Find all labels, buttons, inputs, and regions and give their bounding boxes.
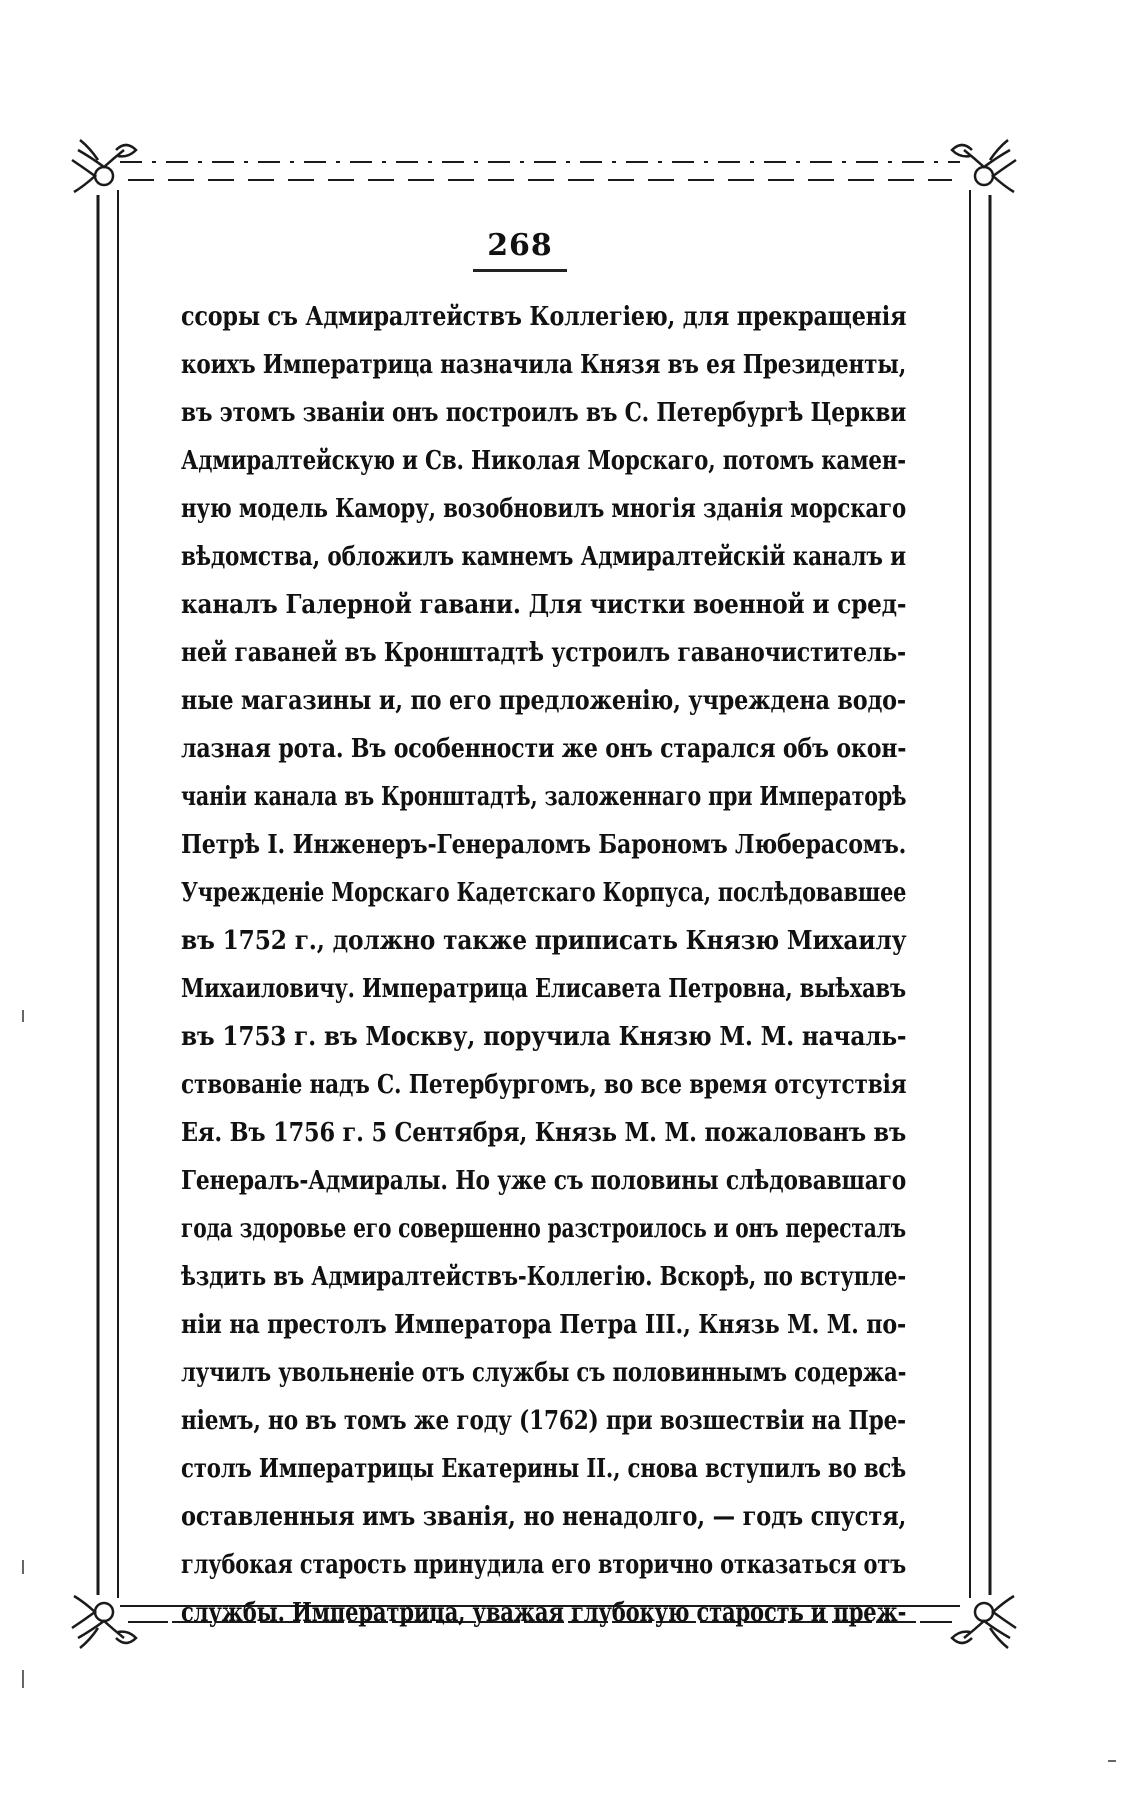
- text-line: службы. Императрица, уважая глубокую старость и преж-: [181, 1598, 907, 1628]
- text-line: вѣдомства, обложилъ камнемъ Адмиралтейскiй каналъ и: [181, 542, 906, 572]
- text-line: нiи на престолъ Императора Петра III., Князь М. М. по-: [181, 1310, 907, 1340]
- text-line: Ея. Въ 1756 г. 5 Сентября, Князь М. М. пожалованъ въ: [181, 1118, 907, 1148]
- text-line: ѣздить въ Адмиралтействъ-Коллегiю. Вскорѣ, по вступле-: [181, 1262, 907, 1292]
- text-line: нiемъ, но въ томъ же году (1762) при возшествiи на Пре-: [181, 1406, 906, 1436]
- text-line: ную модель Камору, возобновилъ многiя зданiя морскаго: [181, 494, 906, 524]
- text-line: въ 1752 г., должно также приписать Князю Михаилу: [181, 926, 907, 956]
- text-line: чанiи канала въ Кронштадтѣ, заложеннаго при Императорѣ: [181, 782, 907, 812]
- page-number: 268: [487, 228, 553, 263]
- text-line: коихъ Императрица назначила Князя въ ея Президенты,: [181, 350, 907, 380]
- scan-margin-mark: [22, 1010, 24, 1022]
- scan-margin-mark: [22, 1670, 24, 1688]
- text-line: лазная рота. Въ особенности же онъ старался объ окон-: [181, 734, 907, 764]
- text-line: ней гаваней въ Кронштадтѣ устроилъ гаваночиститель-: [181, 638, 907, 668]
- corner-ornament-bottom-right-icon: [952, 1596, 1016, 1648]
- text-line: ссоры съ Адмиралтействъ Коллегiею, для прекращенiя: [181, 302, 907, 332]
- scan-margin-mark: [22, 1560, 24, 1574]
- text-line: въ 1753 г. въ Москву, поручила Князю М. М. началь-: [181, 1022, 907, 1052]
- text-line: ствованiе надъ С. Петербургомъ, во все время отсутствiя: [181, 1070, 907, 1100]
- corner-ornament-top-left-icon: [72, 140, 136, 192]
- text-line: глубокая старость принудила его вторично отказаться отъ: [181, 1550, 907, 1580]
- text-line: Адмиралтейскую и Св. Николая Морскаго, потомъ камен-: [181, 446, 906, 476]
- text-line: каналъ Галерной гавани. Для чистки военной и сред-: [181, 590, 907, 620]
- text-line: оставленныя имъ званiя, но ненадолго, — годъ спустя,: [181, 1502, 907, 1532]
- corner-ornament-bottom-left-icon: [72, 1596, 136, 1648]
- text-line: въ этомъ званiи онъ построилъ въ С. Петербургѣ Церкви: [181, 398, 907, 428]
- scan-margin-mark: [1108, 1760, 1116, 1762]
- body-text: [181, 293, 906, 1637]
- text-line: ные магазины и, по его предложенiю, учреждена водо-: [181, 686, 906, 716]
- text-line: Михаиловичу. Императрица Елисавета Петровна, выѣхавъ: [181, 974, 906, 1004]
- text-line: Генералъ-Адмиралы. Но уже съ половины слѣдовавшаго: [181, 1166, 907, 1196]
- text-line: Петрѣ I. Инженеръ-Генераломъ Барономъ Люберасомъ.: [181, 830, 907, 860]
- page-number-underline: [473, 269, 567, 272]
- text-line: лучилъ увольненiе отъ службы съ половиннымъ содержа-: [181, 1358, 907, 1388]
- corner-ornament-top-right-icon: [952, 140, 1016, 192]
- text-line: Учрежденiе Морскаго Кадетскаго Корпуса, послѣдовавшее: [181, 878, 907, 908]
- text-line: столъ Императрицы Екатерины II., снова вступилъ во всѣ: [181, 1454, 906, 1484]
- text-line: года здоровье его совершенно разстроилось и онъ пересталъ: [181, 1214, 906, 1244]
